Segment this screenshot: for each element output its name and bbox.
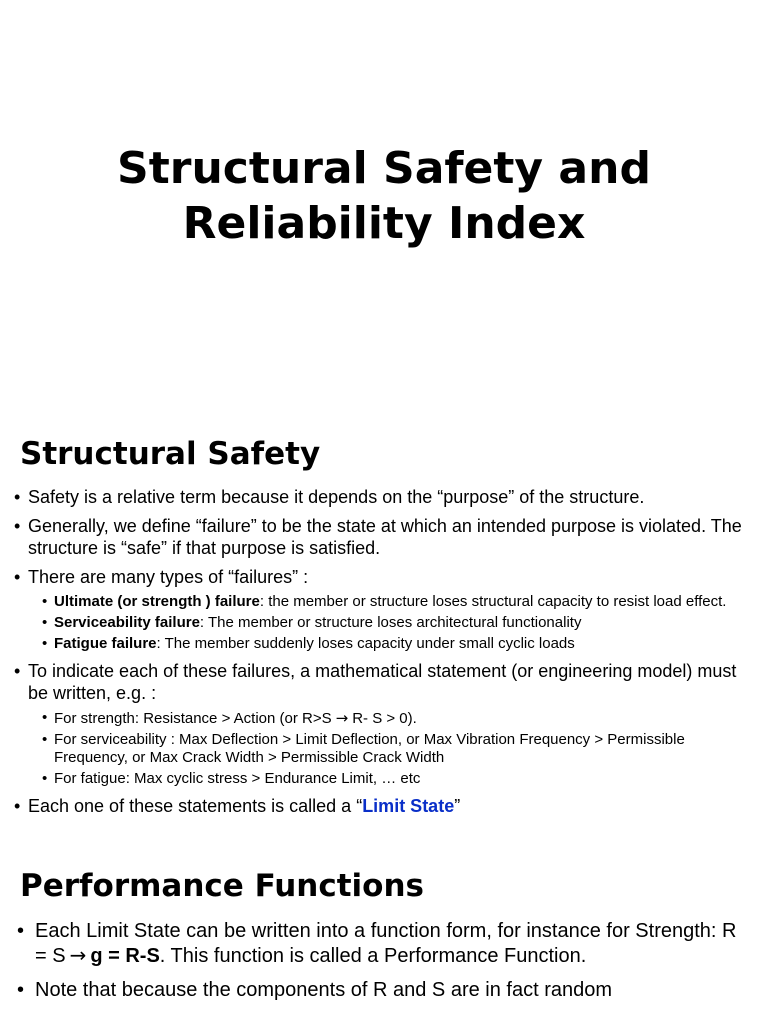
bullet-text: Generally, we define “failure” to be the state at which an intended purpose is violated. The structure is “safe” if that purpose is satisfied.	[28, 516, 742, 558]
sub-bullet-item	[40, 593, 754, 611]
sub-bullet-item	[40, 709, 754, 728]
bullet-item	[14, 566, 754, 653]
example-strength-a: For strength: Resistance > Action (or R>S	[54, 710, 332, 727]
bullet-item	[14, 486, 754, 508]
bullet-text: Each one of these statements is called a “	[28, 796, 363, 816]
example-fatigue: For fatigue: Max cyclic stress > Endurance Limit, … etc	[54, 770, 421, 787]
failure-type-serviceability: Serviceability failure	[54, 614, 200, 631]
bullet-dot-icon: •	[17, 979, 25, 1001]
failure-desc-serviceability: : The member or structure loses architectural functionality	[199, 614, 582, 631]
bullet-text: Safety is a relative term because it depends on the “purpose” of the structure.	[28, 487, 645, 507]
title-line-1: Structural Safety and	[117, 143, 651, 195]
failure-desc-ultimate: : the member or structure loses structural capacity to resist load effect.	[259, 593, 727, 610]
bullet-item	[14, 515, 754, 559]
bullet-item	[14, 795, 754, 817]
sub-bullet-list-failures	[28, 593, 754, 653]
sub-bullet-item	[40, 635, 754, 653]
page-title	[0, 141, 768, 251]
bullet-text: Each Limit State can be written into a function form, for instance for Strength: R = S	[35, 920, 737, 967]
limit-state-term: Limit State	[362, 796, 455, 816]
failure-desc-fatigue: : The member suddenly loses capacity under small cyclic loads	[156, 635, 575, 652]
bullet-dot-icon: •	[42, 770, 48, 787]
title-line-2: Reliability Index	[182, 198, 586, 250]
bullet-item	[14, 660, 754, 788]
bullet-list-performance-functions	[17, 919, 747, 1012]
section-heading-structural-safety: Structural Safety	[20, 436, 321, 472]
sub-bullet-item	[40, 770, 754, 788]
bullet-item	[17, 978, 747, 1002]
failure-type-ultimate: Ultimate (or strength ) failure	[54, 593, 260, 610]
sub-bullet-item	[40, 731, 754, 767]
bullet-dot-icon: •	[42, 709, 48, 726]
performance-function-formula: g = R-S	[90, 945, 160, 967]
bullet-text: Note that because the components of R and S are in fact random	[35, 979, 613, 1001]
bullet-text-end: ”	[454, 796, 461, 816]
section-heading-performance-functions: Performance Functions	[20, 868, 424, 904]
arrow-icon: →	[69, 943, 87, 967]
bullet-dot-icon: •	[14, 516, 21, 536]
bullet-dot-icon: •	[42, 593, 48, 610]
example-strength-b: R- S > 0).	[352, 710, 417, 727]
bullet-dot-icon: •	[42, 731, 48, 748]
arrow-icon: →	[335, 709, 349, 727]
example-serviceability: For serviceability : Max Deflection > Limit Deflection, or Max Vibration Frequency > Permissible Frequency, or Max Crack Width > Permissible Crack Width	[54, 731, 685, 766]
bullet-dot-icon: •	[42, 635, 48, 652]
bullet-dot-icon: •	[14, 567, 21, 587]
bullet-dot-icon: •	[14, 796, 21, 816]
bullet-list-structural-safety	[14, 486, 754, 824]
sub-bullet-item	[40, 614, 754, 632]
bullet-dot-icon: •	[42, 614, 48, 631]
failure-type-fatigue: Fatigue failure	[54, 635, 157, 652]
sub-bullet-list-examples	[28, 709, 754, 788]
bullet-dot-icon: •	[17, 920, 25, 942]
bullet-text-end: . This function is called a Performance Function.	[159, 945, 587, 967]
bullet-text: There are many types of “failures” :	[28, 567, 309, 587]
bullet-text: To indicate each of these failures, a mathematical statement (or engineering model) must be written, e.g. :	[28, 661, 737, 703]
bullet-dot-icon: •	[14, 661, 21, 681]
bullet-dot-icon: •	[14, 487, 21, 507]
bullet-item	[17, 919, 747, 968]
